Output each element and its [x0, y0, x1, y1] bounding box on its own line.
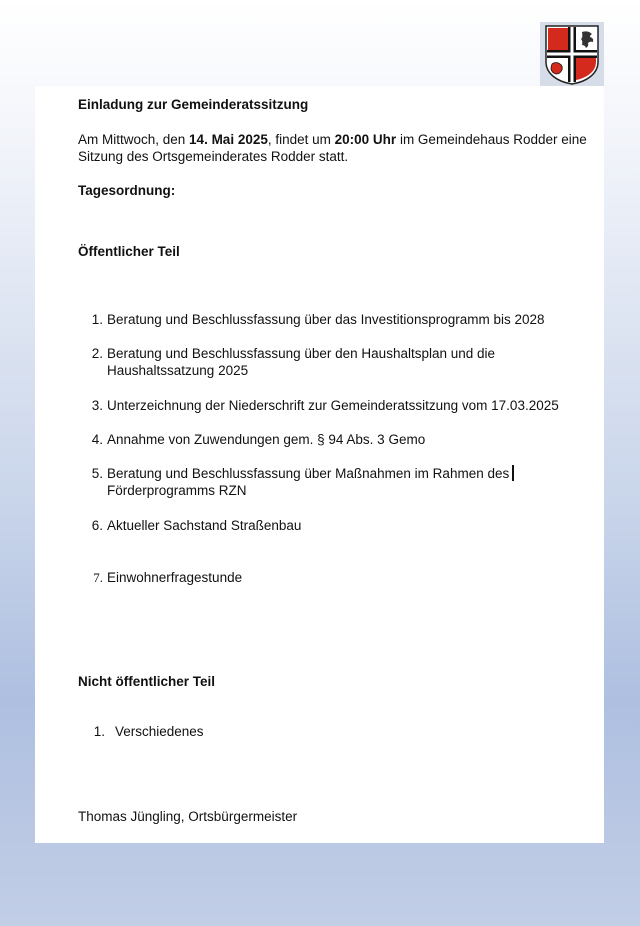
signature: Thomas Jüngling, Ortsbürgermeister	[78, 809, 298, 824]
agenda-item-text-cont: Förderprogramms RZN	[107, 483, 247, 498]
agenda-item-text: Beratung und Beschlussfassung über Maßnahmen im Rahmen des	[107, 466, 510, 481]
agenda-heading: Tagesordnung:	[78, 183, 176, 198]
agenda-item-text: Aktueller Sachstand Straßenbau	[107, 518, 302, 533]
agenda-item-number: 1.	[91, 312, 103, 327]
agenda-item-text-cont: Haushaltssatzung 2025	[107, 363, 249, 378]
agenda-item-text: Beratung und Beschlussfassung über das Investitionsprogramm bis 2028	[107, 312, 545, 327]
agenda-item-text: Unterzeichnung der Niederschrift zur Gemeinderatssitzung vom 17.03.2025	[107, 398, 559, 413]
coat-of-arms-icon	[540, 22, 604, 86]
private-section-heading: Nicht öffentlicher Teil	[78, 674, 216, 689]
intro-line-2: Sitzung des Ortsgemeinderates Rodder statt.	[78, 149, 349, 164]
text-cursor	[512, 465, 514, 481]
meeting-time: 20:00 Uhr	[334, 132, 397, 147]
meeting-date: 14. Mai 2025	[189, 132, 268, 147]
agenda-item-text-wrap	[107, 465, 514, 482]
agenda-item-number: 7.	[93, 570, 103, 585]
agenda-item-number: 2.	[91, 346, 103, 361]
agenda-item-number: 5.	[91, 466, 103, 481]
agenda-item-text: Annahme von Zuwendungen gem. § 94 Abs. 3 Gemo	[107, 432, 426, 447]
agenda-item-number: 3.	[91, 398, 103, 413]
agenda-item-number: 4.	[91, 432, 103, 447]
agenda-item-text: Einwohnerfragestunde	[107, 570, 243, 585]
agenda-item-number: 1.	[93, 724, 105, 739]
agenda-item-number: 6.	[91, 518, 103, 533]
agenda-item-text: Verschiedenes	[115, 724, 204, 739]
agenda-item-text: Beratung und Beschlussfassung über den Haushaltsplan und die	[107, 346, 496, 361]
coat-of-arms-logo	[540, 22, 604, 86]
page-title: Einladung zur Gemeinderatssitzung	[78, 97, 309, 112]
public-section-heading: Öffentlicher Teil	[78, 244, 180, 259]
invitation-page	[35, 86, 604, 843]
intro-line-1: Am Mittwoch, den 14. Mai 2025, findet um 20:00 Uhr im Gemeindehaus Rodder eine	[78, 132, 587, 147]
